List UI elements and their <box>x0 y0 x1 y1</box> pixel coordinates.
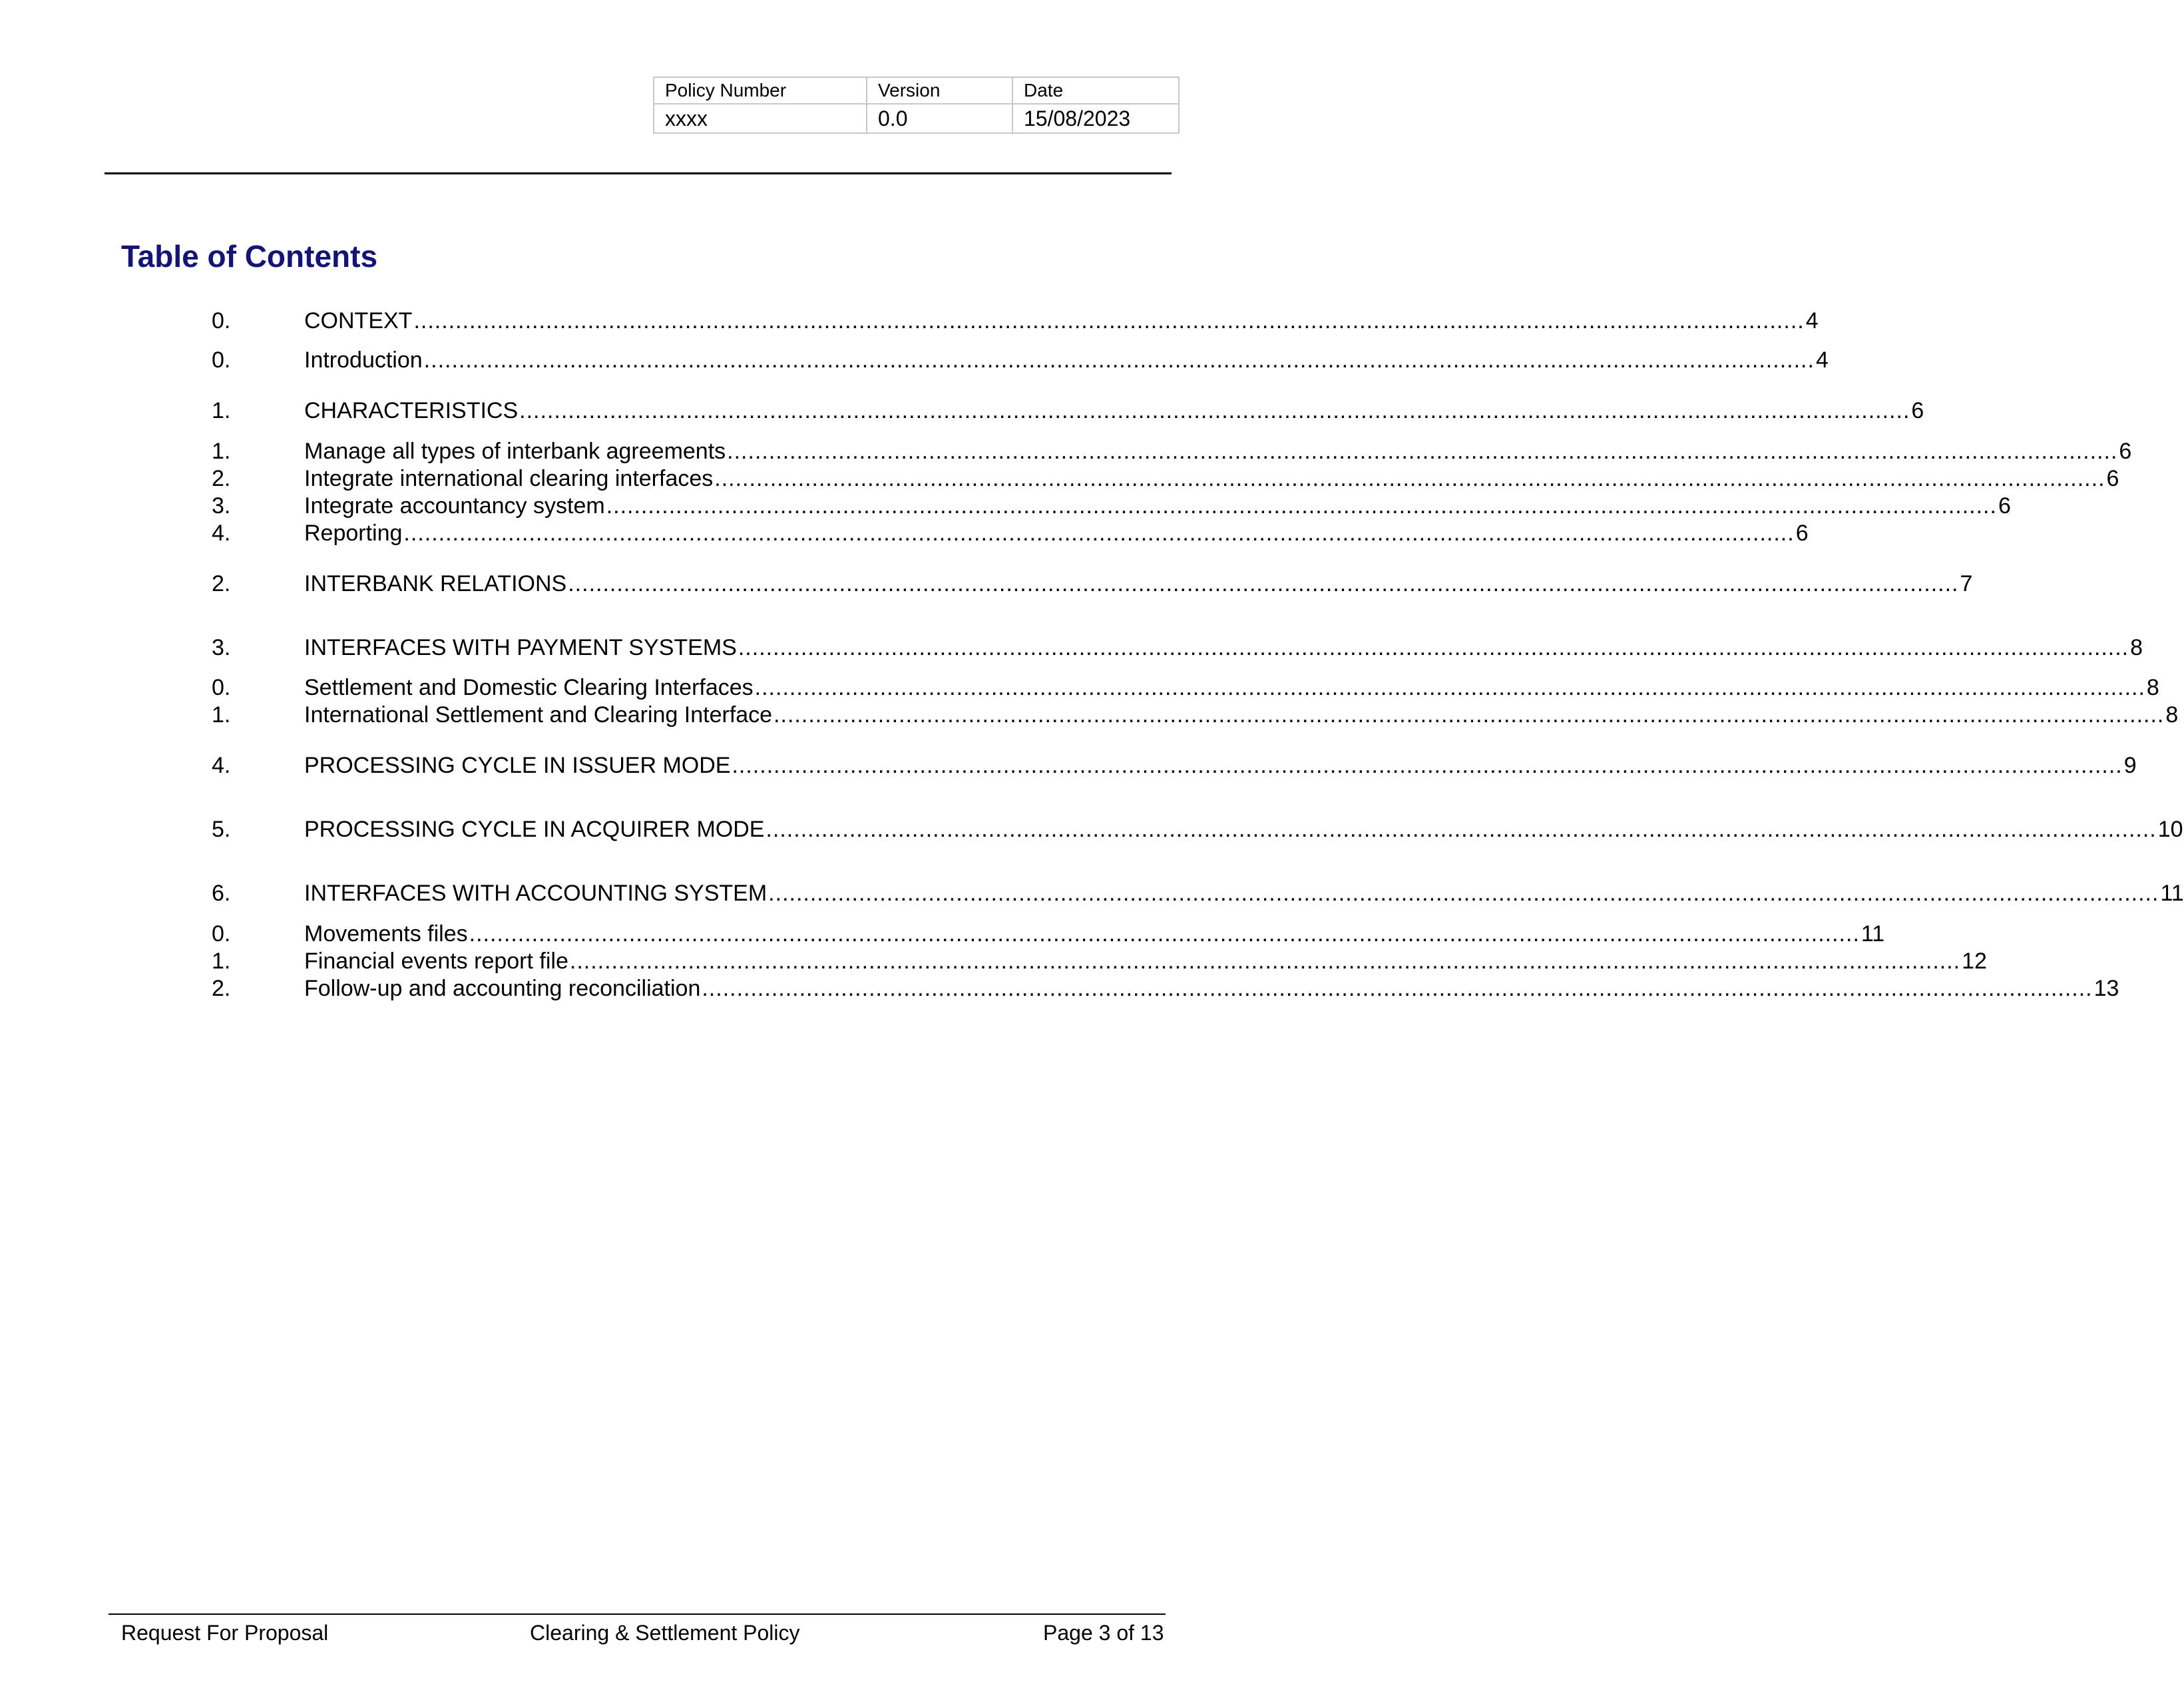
toc-entry-page: 6 <box>2119 439 2132 464</box>
toc-entry-number: 6. <box>212 881 231 906</box>
toc-entry-page: 8 <box>2130 635 2143 660</box>
toc-entry-label: INTERFACES WITH PAYMENT SYSTEMS <box>304 635 737 660</box>
toc-entry[interactable] <box>212 465 2119 492</box>
toc-entry-page: 6 <box>2106 466 2119 491</box>
policy-number-value: xxxx <box>654 104 867 133</box>
toc-entry-page: 4 <box>1815 347 1829 373</box>
toc-entry-page: 8 <box>2165 702 2179 728</box>
toc-entry-label: CHARACTERISTICS <box>304 398 519 423</box>
toc-entry-label: Reporting <box>304 521 403 546</box>
toc-entry[interactable] <box>212 921 1885 947</box>
toc-dot-leader: ........................................................................................................................................................................................................ <box>569 949 1961 974</box>
toc-entry-page: 13 <box>2093 976 2119 1001</box>
toc-dot-leader: ........................................................................................................................................................................................................ <box>727 439 2118 464</box>
toc-dot-leader: ........................................................................................................................................................................................................ <box>423 347 1815 373</box>
toc-entry-label: Financial events report file <box>304 949 568 974</box>
toc-entry-number: 2. <box>212 571 231 596</box>
toc-entry[interactable] <box>212 634 2143 661</box>
footer-divider <box>109 1613 1166 1615</box>
toc-entry-page: 8 <box>2146 675 2159 700</box>
toc-entry-label: Settlement and Domestic Clearing Interfaces <box>304 675 754 700</box>
toc-dot-leader: ........................................................................................................................................................................................................ <box>768 881 2159 906</box>
footer-document-title: Clearing & Settlement Policy <box>530 1621 800 1645</box>
toc-dot-leader: ........................................................................................................................................................................................................ <box>606 493 1997 519</box>
toc-entry-page: 12 <box>1962 949 1987 974</box>
toc-entry-label: Manage all types of interbank agreements <box>304 439 726 464</box>
toc-entry-number: 4. <box>212 521 231 546</box>
toc-entry[interactable] <box>212 752 2137 779</box>
toc-entry-number: 1. <box>212 398 231 423</box>
toc-entry-label: INTERFACES WITH ACCOUNTING SYSTEM <box>304 881 767 906</box>
toc-entry-number: 1. <box>212 949 231 974</box>
toc-entry-number: 0. <box>212 675 231 700</box>
toc-entry-page: 6 <box>1998 493 2011 519</box>
toc-entry-number: 1. <box>212 439 231 464</box>
toc-entry[interactable] <box>212 438 2132 465</box>
toc-entry-number: 3. <box>212 493 231 519</box>
toc-entry-number: 2. <box>212 976 231 1001</box>
toc-entry-label: Integrate accountancy system <box>304 493 605 519</box>
toc-entry[interactable] <box>212 880 2184 907</box>
header-col-date: Date <box>1012 77 1179 104</box>
toc-dot-leader: ........................................................................................................................................................................................................ <box>773 702 2165 728</box>
toc-entry-number: 0. <box>212 921 231 947</box>
toc-entry-label: CONTEXT <box>304 308 413 333</box>
toc-entry[interactable] <box>212 816 2183 843</box>
toc-entry-page: 11 <box>2160 881 2184 906</box>
toc-entry-page: 11 <box>1860 921 1885 947</box>
toc-dot-leader: ........................................................................................................................................................................................................ <box>765 817 2157 842</box>
toc-dot-leader: ........................................................................................................................................................................................................ <box>413 308 1805 333</box>
toc-title: Table of Contents <box>121 239 378 274</box>
toc-entry-label: International Settlement and Clearing Interface <box>304 702 773 728</box>
toc-entry[interactable] <box>212 347 1829 373</box>
header-divider <box>105 172 1172 174</box>
toc-dot-leader: ........................................................................................................................................................................................................ <box>702 976 2093 1001</box>
toc-entry[interactable] <box>212 493 2011 519</box>
toc-entry-label: Introduction <box>304 347 423 373</box>
toc-dot-leader: ........................................................................................................................................................................................................ <box>738 635 2129 660</box>
toc-entry-page: 4 <box>1805 308 1819 333</box>
toc-entry-page: 10 <box>2157 817 2183 842</box>
toc-entry[interactable] <box>212 975 2119 1002</box>
toc-entry[interactable] <box>212 520 1809 546</box>
toc-dot-leader: ........................................................................................................................................................................................................ <box>732 753 2123 778</box>
toc-entry-number: 1. <box>212 702 231 728</box>
toc-entry[interactable] <box>212 397 1924 424</box>
toc-entry-label: Integrate international clearing interfaces <box>304 466 714 491</box>
toc-entry[interactable] <box>212 308 1819 334</box>
policy-meta-table <box>653 77 1180 134</box>
toc-entry-page: 7 <box>1960 571 1973 596</box>
toc-entry-label: INTERBANK RELATIONS <box>304 571 567 596</box>
toc-entry[interactable] <box>212 570 1973 597</box>
toc-entry[interactable] <box>212 948 1987 974</box>
toc-entry-page: 6 <box>1795 521 1809 546</box>
header-col-policy-number: Policy Number <box>654 77 867 104</box>
footer-page-number: Page 3 of 13 <box>1043 1621 1164 1645</box>
toc-entry-number: 5. <box>212 817 231 842</box>
toc-entry-number: 4. <box>212 753 231 778</box>
toc-dot-leader: ........................................................................................................................................................................................................ <box>754 675 2145 700</box>
toc-entry-page: 9 <box>2123 753 2137 778</box>
toc-dot-leader: ........................................................................................................................................................................................................ <box>568 571 1959 596</box>
header-col-version: Version <box>867 77 1012 104</box>
toc-entry-label: PROCESSING CYCLE IN ISSUER MODE <box>304 753 731 778</box>
toc-entry[interactable] <box>212 674 2159 701</box>
toc-entry-label: Follow-up and accounting reconciliation <box>304 976 701 1001</box>
toc-entry-number: 0. <box>212 308 231 333</box>
toc-entry-page: 6 <box>1911 398 1924 423</box>
toc-entry[interactable] <box>212 702 2179 728</box>
toc-entry-number: 2. <box>212 466 231 491</box>
toc-entry-label: Movements files <box>304 921 468 947</box>
toc-entry-number: 0. <box>212 347 231 373</box>
toc-dot-leader: ........................................................................................................................................................................................................ <box>469 921 1860 947</box>
toc-entry-number: 3. <box>212 635 231 660</box>
toc-entry-label: PROCESSING CYCLE IN ACQUIRER MODE <box>304 817 765 842</box>
toc-dot-leader: ........................................................................................................................................................................................................ <box>519 398 1910 423</box>
date-value: 15/08/2023 <box>1012 104 1179 133</box>
footer-document-type: Request For Proposal <box>121 1621 329 1645</box>
version-value: 0.0 <box>867 104 1012 133</box>
toc-dot-leader: ........................................................................................................................................................................................................ <box>403 521 1795 546</box>
toc-dot-leader: ........................................................................................................................................................................................................ <box>714 466 2105 491</box>
